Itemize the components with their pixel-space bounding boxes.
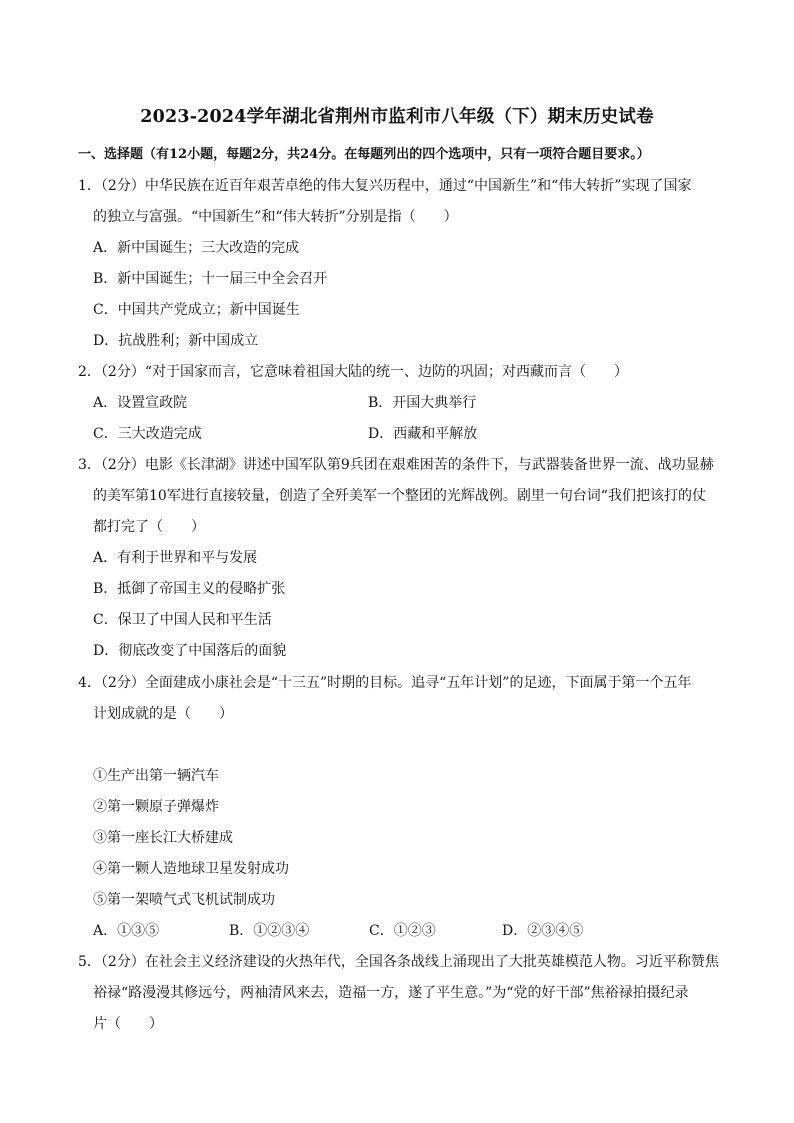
question-4-option-d[interactable]: D．②③④⑤ (502, 923, 584, 939)
question-1-option-a[interactable]: A．新中国诞生；三大改造的完成 (93, 240, 300, 256)
question-3-stem-line-1: 3．（2分）电影《长津湖》讲述中国军队第9兵团在艰难困苦的条件下，与武器装备世界一流、战功显赫 (78, 457, 714, 473)
question-3-option-b[interactable]: B．抵御了帝国主义的侵略扩张 (93, 581, 286, 597)
question-2-option-a[interactable]: A．设置宣政院 (93, 395, 188, 411)
question-number: 3． (78, 457, 101, 473)
question-number: 5． (78, 954, 101, 970)
question-3-option-c[interactable]: C．保卫了中国人民和平生活 (93, 612, 272, 628)
question-4-option-b[interactable]: B．①②③④ (229, 923, 310, 939)
question-4-item-2: ②第一颗原子弹爆炸 (93, 799, 219, 815)
question-number: 1． (78, 178, 101, 194)
question-1-stem-line-2: 的独立与富强。“中国新生”和“伟大转折”分别是指（ ） (93, 209, 458, 226)
question-5 (78, 947, 734, 1041)
section-heading: 一、选择题（有12小题，每题2分，共24分。在每题列出的四个选项中，只有一项符合题目要求。） (78, 147, 650, 162)
question-4 (78, 668, 734, 730)
question-2 (78, 357, 734, 388)
question-5-stem-line-3: 片（ ） (93, 1016, 163, 1033)
exam-title: 2023-2024学年湖北省荆州市监利市八年级（下）期末历史试卷 (140, 107, 654, 127)
question-3-option-a[interactable]: A．有利于世界和平与发展 (93, 550, 258, 566)
question-3-stem-line-2: 的美军第10军进行直接较量，创造了全歼美军一个整团的光辉战例。剧里一句台词“我们把该打的仗 (93, 488, 706, 505)
question-number: 2． (78, 364, 101, 380)
question-3-stem-line-3: 都打完了（ ） (93, 519, 205, 536)
question-1-option-b[interactable]: B．新中国诞生；十一届三中全会召开 (93, 271, 328, 287)
question-4-option-c[interactable]: C．①②③ (369, 923, 436, 939)
question-4-item-4: ④第一颗人造地球卫星发射成功 (93, 861, 289, 877)
question-4-option-a[interactable]: A．①③⑤ (93, 923, 160, 939)
question-5-stem-line-2: 裕禄“路漫漫其修远兮，两袖清风来去，造福一方，遂了平生意。”为“党的好干部”焦裕禄拍摄纪录 (93, 985, 689, 1002)
question-4-stem-line-1: 4．（2分）全面建成小康社会是“十三五”时期的目标。追寻“五年计划”的足迹，下面属于第一个五年 (78, 675, 692, 691)
question-1-stem-line-1: 1．（2分）中华民族在近百年艰苦卓绝的伟大复兴历程中，通过“中国新生”和“伟大转折”实现了国家 (78, 178, 692, 194)
question-4-item-1: ①生产出第一辆汽车 (93, 768, 219, 784)
question-1-option-c[interactable]: C．中国共产党成立；新中国诞生 (93, 302, 300, 318)
question-3-option-d[interactable]: D．彻底改变了中国落后的面貌 (93, 643, 287, 659)
question-number: 4． (78, 675, 101, 691)
question-5-stem-line-1: 5．（2分）在社会主义经济建设的火热年代，全国各条战线上涌现出了大批英雄模范人物。习近平称赞焦 (78, 954, 719, 970)
question-4-item-3: ③第一座长江大桥建成 (93, 830, 233, 846)
question-3 (78, 450, 734, 544)
question-2-option-c[interactable]: C．三大改造完成 (93, 426, 202, 442)
question-1-option-d[interactable]: D．抗战胜利；新中国成立 (93, 333, 259, 349)
question-4-stem-line-2: 计划成就的是（ ） (93, 706, 233, 723)
question-4-item-5: ⑤第一架喷气式飞机试制成功 (93, 892, 275, 908)
question-2-option-d[interactable]: D．西藏和平解放 (368, 426, 478, 442)
question-2-stem-line-1: 2．（2分）“对于国家而言，它意味着祖国大陆的统一、边防的巩固；对西藏而言（ ） (78, 364, 628, 380)
question-1 (78, 171, 734, 233)
question-2-option-b[interactable]: B．开国大典举行 (368, 395, 477, 411)
